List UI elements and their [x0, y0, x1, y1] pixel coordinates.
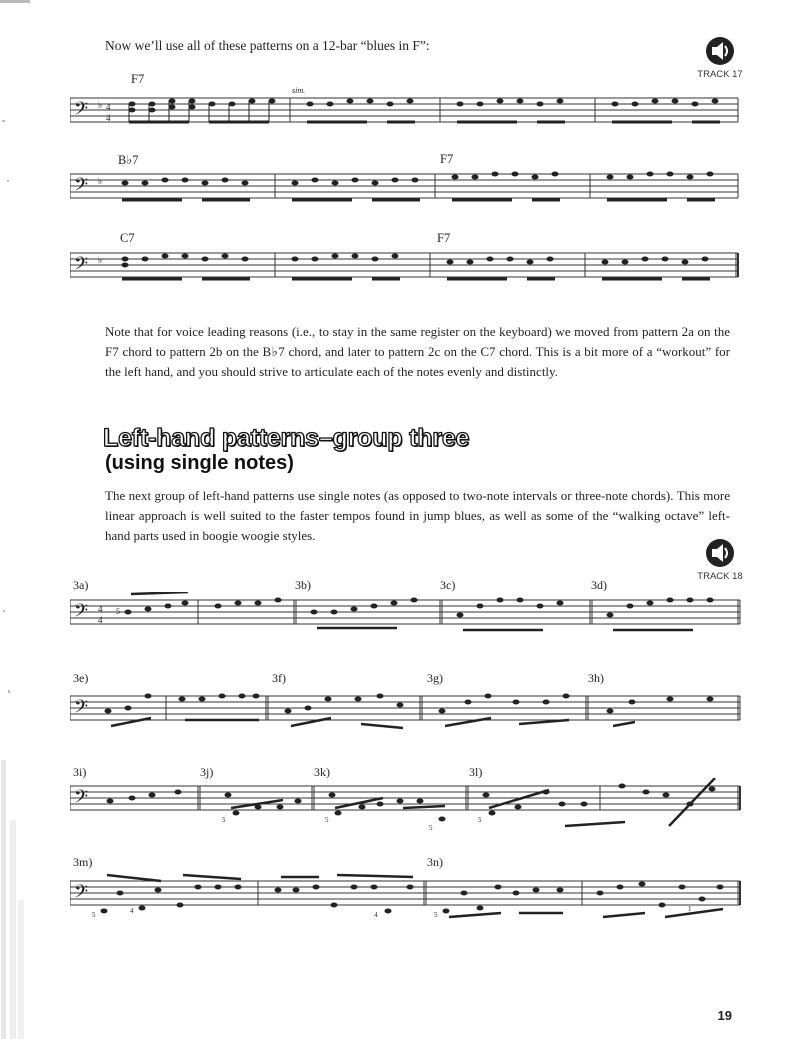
- blues-system-2: [70, 166, 740, 208]
- pattern-label: 3k): [314, 765, 330, 779]
- svg-text:𝄢: 𝄢: [74, 99, 89, 124]
- sim-marking: sim.: [292, 86, 306, 95]
- pattern-label: 3m): [73, 855, 93, 869]
- page-number: 19: [717, 1008, 732, 1023]
- svg-text:𝄢: 𝄢: [74, 601, 89, 626]
- pattern-label: 3c): [440, 578, 456, 592]
- pattern-label: 3b): [295, 578, 311, 592]
- svg-text:4: 4: [98, 604, 103, 614]
- blues-system-3: [70, 245, 740, 287]
- pattern-staff-row-1: [70, 592, 742, 634]
- svg-text:♭: ♭: [98, 177, 103, 187]
- pattern-label: 3a): [73, 578, 89, 592]
- section-heading: Left-hand patterns–group three: [103, 424, 470, 452]
- pattern-label: 3j): [200, 765, 214, 779]
- svg-text:𝄢: 𝄢: [74, 175, 89, 200]
- fingering: 4: [130, 907, 134, 915]
- pattern-staff-row-2: [70, 688, 742, 730]
- track-17-label: TRACK 17: [697, 69, 743, 80]
- fingering: 5: [116, 607, 120, 616]
- svg-text:𝄢: 𝄢: [74, 882, 89, 907]
- fingering: 1: [688, 905, 692, 913]
- pattern-label: 3g): [427, 671, 443, 685]
- chord-symbol: F7: [440, 152, 454, 166]
- pattern-staff-row-3: [70, 778, 742, 834]
- pattern-label: 3f): [272, 671, 286, 685]
- svg-text:♭: ♭: [98, 101, 103, 111]
- svg-text:4: 4: [98, 615, 103, 625]
- single-notes-paragraph: The next group of left-hand patterns use single notes (as opposed to two-note intervals or three-note chords). This more linear approach is well suited to the faster tempos found in jump blues, as well as some of the “walking octave” left-hand parts used in boogie woogie styles.: [105, 488, 730, 543]
- intro-text: Now we’ll use all of these patterns on a 12-bar “blues in F”:: [105, 38, 430, 53]
- chord-symbol: F7: [131, 72, 145, 86]
- pattern-label: 3l): [469, 765, 483, 779]
- chord-symbol: B♭7: [118, 153, 139, 167]
- svg-text:4: 4: [106, 113, 111, 123]
- fingering: 5: [434, 911, 438, 919]
- pattern-label: 3n): [427, 855, 443, 869]
- section-subheading: (using single notes): [105, 452, 294, 474]
- svg-text:5: 5: [325, 816, 329, 824]
- track-18-label: TRACK 18: [697, 571, 743, 582]
- track-17-badge[interactable]: [690, 36, 750, 80]
- pattern-label: 3h): [588, 671, 604, 685]
- pattern-label: 3i): [73, 765, 87, 779]
- pattern-staff-row-4: [70, 873, 742, 923]
- svg-text:5: 5: [429, 824, 433, 832]
- svg-text:𝄢: 𝄢: [74, 697, 89, 722]
- scan-edge-texture: [0, 0, 34, 1039]
- fingering: 5: [92, 911, 96, 919]
- blues-system-1: [70, 90, 740, 132]
- audio-speaker-icon: [705, 36, 735, 66]
- svg-text:𝄢: 𝄢: [74, 254, 89, 279]
- audio-speaker-icon: [705, 538, 735, 568]
- chord-symbol: C7: [120, 231, 135, 245]
- svg-text:5: 5: [222, 816, 226, 824]
- fingering: 4: [374, 911, 378, 919]
- chord-symbol: F7: [437, 231, 451, 245]
- pattern-label: 3e): [73, 671, 89, 685]
- track-18-badge[interactable]: [690, 538, 750, 582]
- svg-text:♭: ♭: [98, 256, 103, 266]
- svg-text:𝄢: 𝄢: [74, 787, 89, 812]
- svg-text:4: 4: [106, 102, 111, 112]
- pattern-label: 3d): [591, 578, 607, 592]
- svg-text:5: 5: [478, 816, 482, 824]
- voice-leading-paragraph: Note that for voice leading reasons (i.e., to stay in the same register on the keyboard) we moved from pattern 2a on the F7 chord to pattern 2b on the B♭7 chord, and later to pattern 2c on the C7 chord. This is a bit more of a “workout” for the left hand, and you should strive to articulate each of the notes evenly and distinctly.: [105, 324, 730, 379]
